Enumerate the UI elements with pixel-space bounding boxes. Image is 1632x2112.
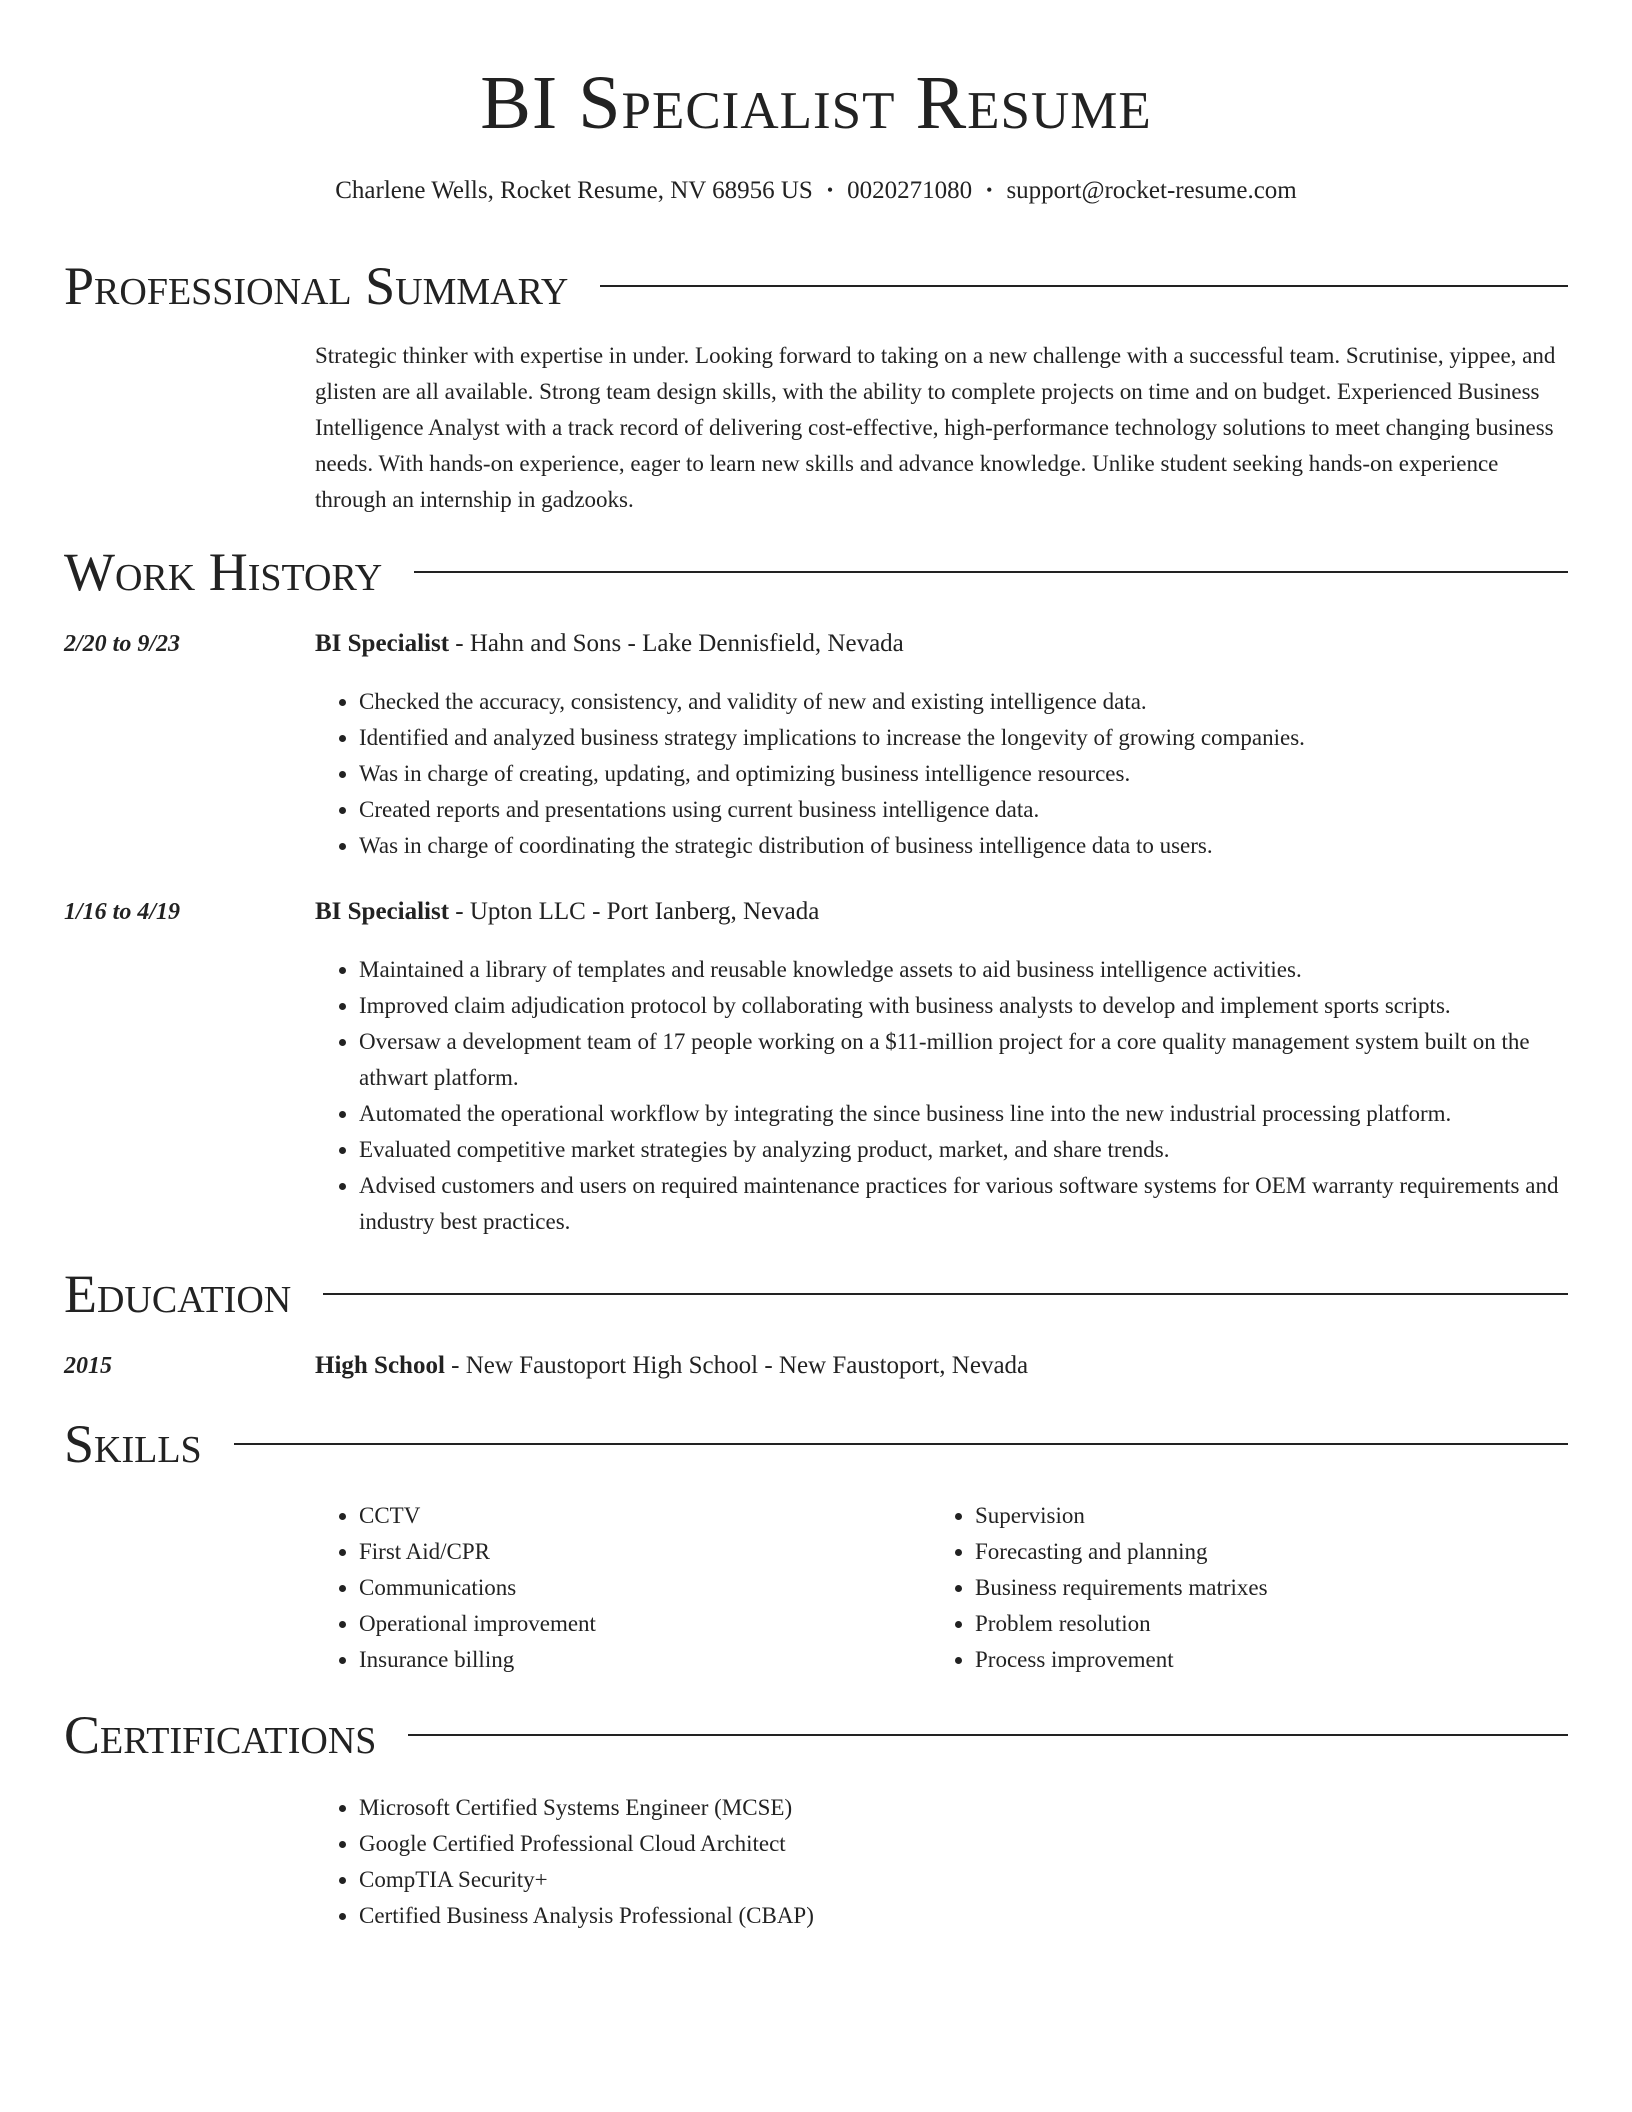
list-item: • Oversaw a development team of 17 people working on a $11-million project for a core quality management system built on the athwart platform. (359, 1024, 1579, 1096)
section-divider (600, 285, 1568, 287)
job-dates: 2/20 to 9/23 (64, 631, 181, 657)
contact-line (0, 172, 1632, 209)
contact-address: Charlene Wells, Rocket Resume, NV 68956 US (335, 177, 813, 204)
job-title-line (315, 626, 904, 662)
skills-list-right (931, 1498, 1575, 1678)
list-item: • Supervision (975, 1498, 1575, 1534)
education-degree: High School (315, 1352, 445, 1379)
job-details: - Upton LLC - Port Ianberg, Nevada (449, 898, 820, 925)
section-divider (323, 1293, 1568, 1295)
list-item: • Created reports and presentations using current business intelligence data. (359, 792, 1579, 828)
list-item: • Forecasting and planning (975, 1534, 1575, 1570)
section-title: Work History (64, 542, 383, 602)
job-details: - Hahn and Sons - Lake Dennisfield, Nevada (449, 630, 904, 657)
list-item: • Process improvement (975, 1642, 1575, 1678)
education-details: - New Faustoport High School - New Faustoport, Nevada (444, 1352, 1029, 1379)
section-header-work-history (64, 540, 1568, 604)
list-item: • Improved claim adjudication protocol by collaborating with business analysts to develop and implement sports scripts. (359, 988, 1579, 1024)
job-title-line (315, 894, 819, 930)
section-title: Skills (64, 1414, 202, 1474)
education-year: 2015 (64, 1353, 112, 1379)
section-divider (234, 1443, 1568, 1445)
list-item: • Business requirements matrixes (975, 1570, 1575, 1606)
section-header-summary (64, 254, 1568, 318)
list-item: • Checked the accuracy, consistency, and validity of new and existing intelligence data. (359, 684, 1579, 720)
section-divider (408, 1734, 1568, 1736)
list-item: • CompTIA Security+ (359, 1862, 1259, 1898)
section-header-skills (64, 1412, 1568, 1476)
contact-separator: • (826, 180, 834, 200)
section-header-certifications (64, 1703, 1568, 1767)
job-bullet-list (315, 952, 1579, 1240)
list-item: • Communications (359, 1570, 919, 1606)
contact-phone[interactable]: 0020271080 (847, 177, 973, 204)
section-divider (414, 571, 1568, 573)
skills-list-left (315, 1498, 919, 1678)
list-item: • Identified and analyzed business strategy implications to increase the longevity of growing companies. (359, 720, 1579, 756)
list-item: • Was in charge of creating, updating, and optimizing business intelligence resources. (359, 756, 1579, 792)
job-role: BI Specialist (315, 630, 450, 657)
list-item: • Certified Business Analysis Professional (CBAP) (359, 1898, 1259, 1934)
list-item: • Evaluated competitive market strategies by analyzing product, market, and share trends. (359, 1132, 1579, 1168)
list-item: • Was in charge of coordinating the strategic distribution of business intelligence data to users. (359, 828, 1579, 864)
certifications-list (315, 1790, 1259, 1934)
contact-separator: • (986, 180, 993, 200)
job-role: BI Specialist (315, 898, 450, 925)
job-bullet-list (315, 684, 1579, 864)
education-line (315, 1348, 1028, 1384)
list-item: • Automated the operational workflow by integrating the since business line into the new industrial processing platform. (359, 1096, 1579, 1132)
section-title: Education (64, 1264, 292, 1324)
list-item: • CCTV (359, 1498, 919, 1534)
contact-email[interactable]: support@rocket-resume.com (1006, 177, 1297, 204)
list-item: • Microsoft Certified Systems Engineer (MCSE) (359, 1790, 1259, 1826)
list-item: • Google Certified Professional Cloud Architect (359, 1826, 1259, 1862)
list-item: • Advised customers and users on required maintenance practices for various software systems for OEM warranty requirements and industry best practices. (359, 1168, 1579, 1240)
list-item: • Maintained a library of templates and reusable knowledge assets to aid business intelligence activities. (359, 952, 1579, 988)
list-item: • Insurance billing (359, 1642, 919, 1678)
list-item: • First Aid/CPR (359, 1534, 919, 1570)
section-title: Professional Summary (64, 256, 569, 316)
section-title: Certifications (64, 1705, 377, 1765)
section-header-education (64, 1262, 1568, 1326)
resume-title: BI Specialist Resume (480, 61, 1152, 145)
job-dates: 1/16 to 4/19 (64, 899, 181, 925)
list-item: • Operational improvement (359, 1606, 919, 1642)
list-item: • Problem resolution (975, 1606, 1575, 1642)
summary-text: Strategic thinker with expertise in under. Looking forward to taking on a new challenge with a successful team. Scrutinise, yippee, and glisten are all available. Strong team design skills, with the ability to complete projects on time and on budget. Experienced Business Intelligence Analyst with a track record of delivering cost-effective, high-performance technology solutions to meet changing business needs. With hands-on experience, eager to learn new skills and advance knowledge. Unlike student seeking hands-on experience through an internship in gadzooks. (315, 343, 1556, 512)
